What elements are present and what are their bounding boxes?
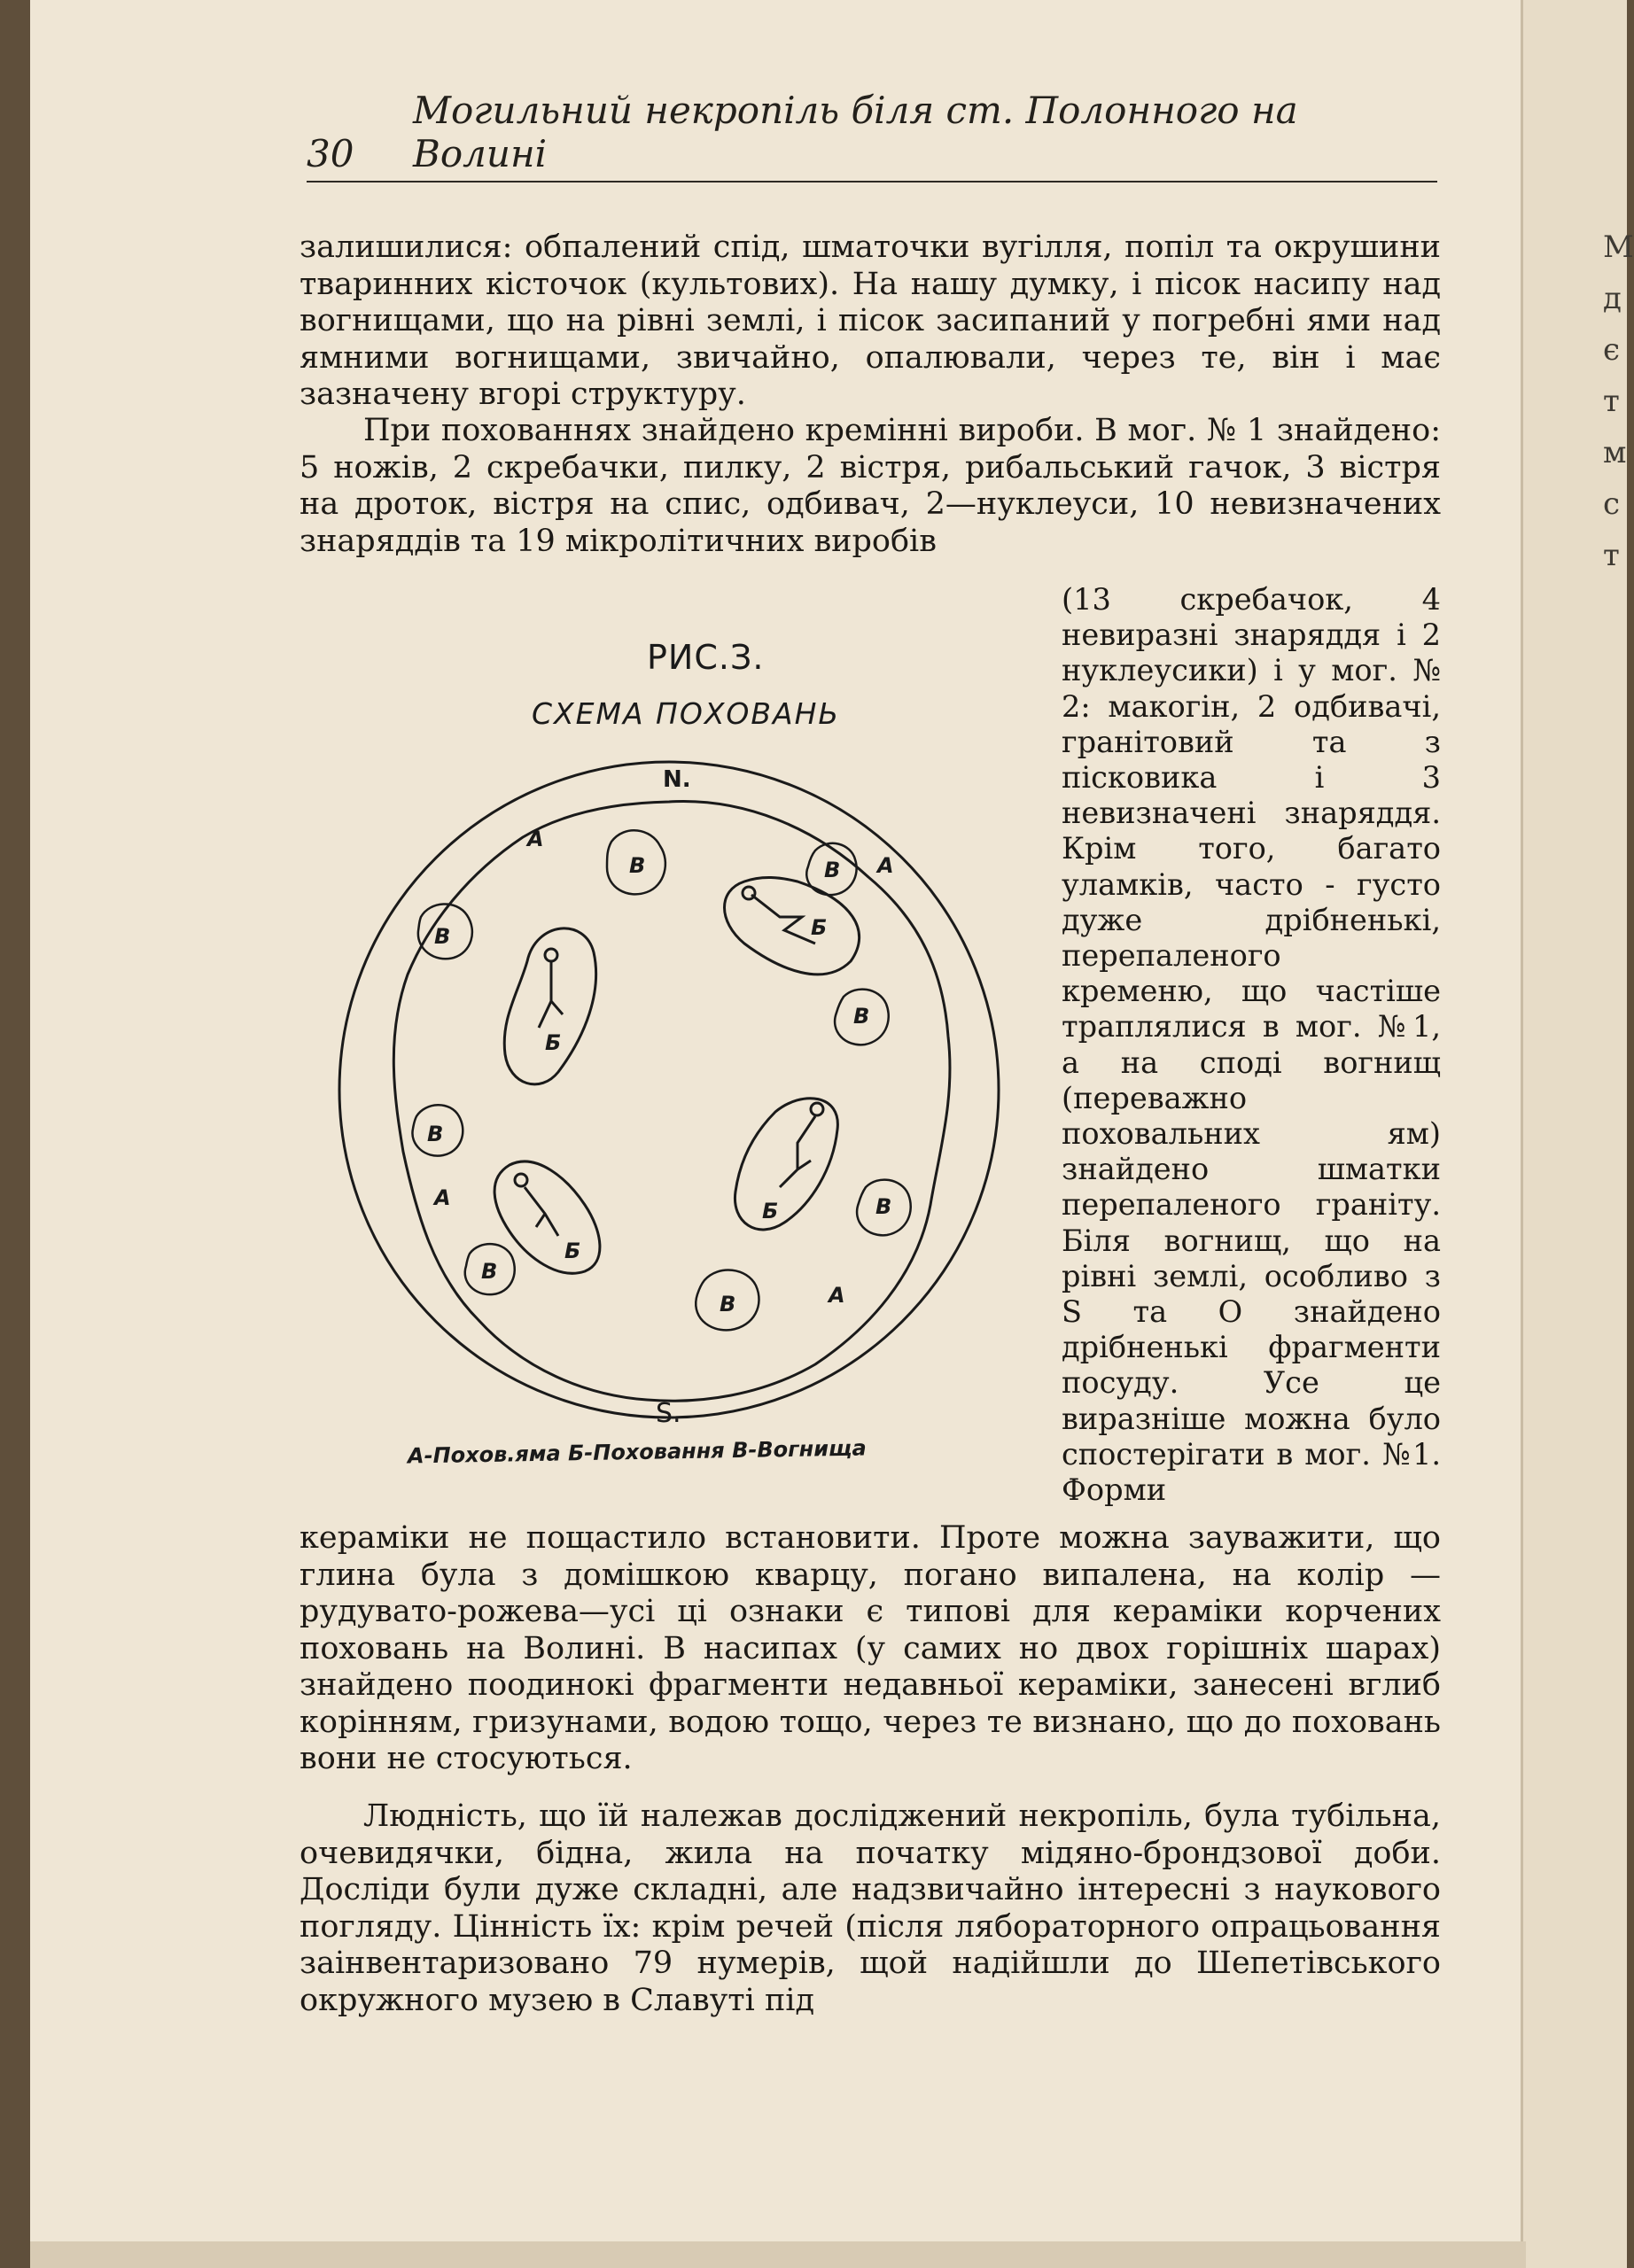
figure-burial-scheme: [319, 638, 1028, 1524]
north-label: N.: [663, 766, 691, 793]
burial-3: [735, 1099, 837, 1230]
paragraph-2-right-text: (13 скребачок, 4 невиразні знаряддя і 2 нуклеусики) і у мог. № 2: макогін, 2 одбивачі, гранітовий та з пісковика і 3 невизначені знаряддя. Крім того, багато уламків, часто - густо дуже дрібненькі, перепаленого кременю, що частіше траплялися в мог. №1, а на споді вогнищ (переважно поховальних ям) знайдено шматки перепаленого граніту. Біля вогнищ, що на рівні землі, особливо з S та О знайдено дрібненькі фрагменти посуду. Усе це виразніше можна було спостерігати в мог. №1. Форми: [1062, 582, 1441, 1508]
hearth-label: В: [481, 1259, 498, 1284]
hearths: [412, 830, 910, 1330]
edge-letter: м: [1603, 435, 1627, 470]
hearth-label: В: [853, 1004, 870, 1029]
edge-letter: є: [1603, 332, 1621, 368]
hearth-label: В: [824, 858, 841, 882]
edge-letter: т: [1603, 538, 1620, 573]
running-header: [307, 89, 1437, 183]
south-label: S.: [656, 1398, 681, 1429]
pit-label: А: [829, 1283, 845, 1308]
paragraph-2-tail-text: кераміки не пощастило встановити. Проте можна зауважити, що глина була з домішкою кварцу, погано випалена, на колір — рудувато-рожева—усі ці ознаки є типові для кераміки корчених поховань на Волині. В насипах (у самих но двох горішніх шарах) знайдено поодинокі фрагменти недавньої кераміки, занесені вглиб корінням, гризунами, водою тощо, через те визнано, що до поховань вони не стосуються.: [300, 1520, 1441, 1776]
burial-label: Б: [762, 1199, 779, 1223]
burial-1-skeleton: [751, 895, 815, 944]
pit-outline: [393, 802, 950, 1402]
outer-circle: [339, 762, 999, 1418]
burial-label: Б: [811, 915, 828, 940]
burial-3-skeleton: [780, 1116, 815, 1187]
edge-letter: М: [1603, 229, 1634, 265]
hearth-label: В: [434, 924, 451, 949]
hearth-label: В: [629, 853, 646, 878]
burial-label: Б: [545, 1030, 562, 1055]
burial-2-skeleton: [539, 961, 563, 1028]
hearth-label: В: [720, 1292, 736, 1317]
figure-title: СХЕМА ПОХОВАНЬ: [532, 696, 841, 731]
edge-letter: д: [1603, 281, 1622, 316]
edge-letter: т: [1603, 384, 1620, 419]
page-number: 30: [307, 132, 354, 175]
pit-label: А: [434, 1185, 451, 1210]
page-bottom-shadow: [30, 2241, 1526, 2268]
figure-label: РИС.З.: [647, 638, 765, 677]
paragraph-1: [300, 229, 1441, 414]
burial-label: Б: [564, 1239, 581, 1263]
paragraph-2: [300, 413, 1441, 560]
paragraph-3-text: Людність, що їй належав досліджений некропіль, була тубільна, очевидячки, бідна, жила на початку мідяно-брондзової доби. Досліди були дуже складні, але надзвичайно інтересні з наукового погляду. Цінність їх: крім речей (після лябораторного опрацьовання заінвентаризовано 79 нумерів, щой надійшли до Шепетівського окружного музею в Славуті під: [300, 1798, 1441, 2018]
hearth-label: В: [427, 1122, 444, 1146]
hearth-label: В: [875, 1194, 892, 1219]
figure-legend: А-Похов.яма Б-Поховання В-Вогнища: [407, 1435, 867, 1469]
paragraph-2-tail: [300, 1520, 1441, 1778]
paragraph-2-text: При похованнях знайдено кремінні вироби. В мог. № 1 знайдено: 5 ножів, 2 скребачки, пилку, 2 вістря, рибальський гачок, 3 вістря на дроток, вістря на спис, одбивач, 2—нуклеуси, 10 невизначених знаряддів та 19 мікролітичних виробів: [300, 413, 1441, 559]
burial-diagram: [319, 744, 1028, 1444]
pit-label: А: [527, 827, 544, 851]
paragraph-3: [300, 1798, 1441, 2019]
paragraph-2-right-column: [1062, 582, 1441, 1508]
next-page-edge: [1521, 0, 1634, 2268]
edge-letter: с: [1603, 486, 1621, 522]
edge-letters: [1603, 221, 1634, 581]
pit-label: А: [877, 853, 894, 878]
paragraph-1-text: залишилися: обпалений спід, шматочки вугілля, попіл та окрушини тваринних кісточок (культових). На нашу думку, і пісок насипу над вогнищами, що на рівні землі, і пісок засипаний у погребні ями над ямними вогнищами, звичайно, опалювали, через те, він і має зазначену вгорі структуру.: [300, 229, 1441, 412]
running-title: Могильний некропіль біля ст. Полонного на Волині: [413, 89, 1298, 175]
burial-4-skeleton: [525, 1187, 558, 1236]
